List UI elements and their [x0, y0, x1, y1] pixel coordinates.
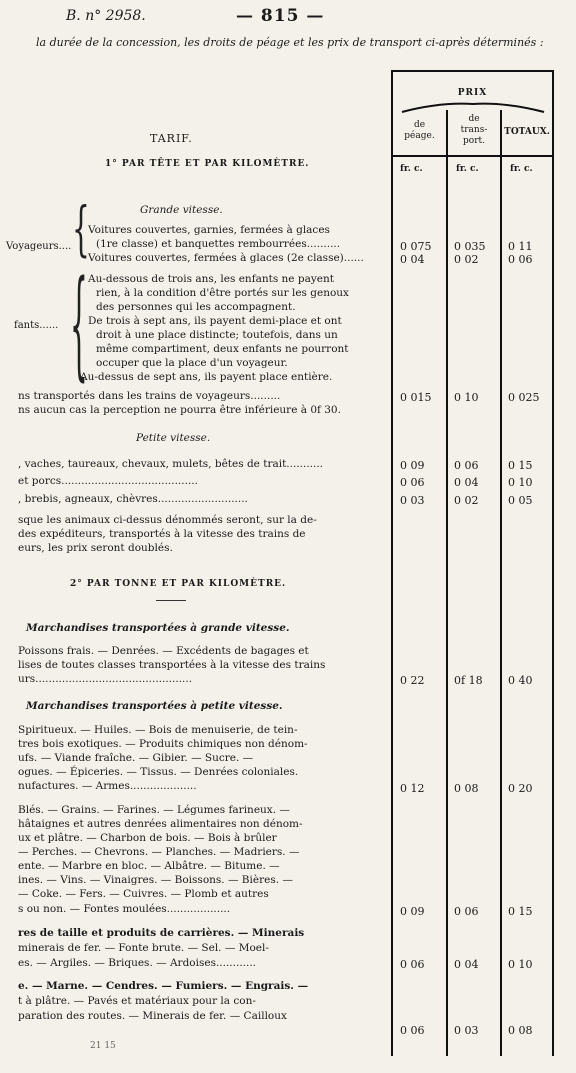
section-2-rule — [156, 600, 186, 601]
classe1-line-1: Spiritueux. — Huiles. — Bois de menuiserie, de tein- — [18, 724, 298, 736]
intro-text: la durée de la concession, les droits de péage et les prix de transport ci-après déterminés : — [36, 36, 544, 49]
classe4-line-3: paration des routes. — Minerais de fer. — Cailloux — [18, 1010, 287, 1022]
march-grande-line-3: urs............................................... — [18, 673, 193, 685]
enfants-brace: { — [70, 254, 88, 394]
voyageurs-brace: { — [72, 194, 90, 264]
enfants-line-3: des personnes qui les accompagnent. — [96, 301, 296, 313]
classe2-line-7: — Coke. — Fers. — Cuivres. — Plomb et autres — [18, 888, 269, 900]
animaux-note-2: des expéditeurs, transportés à la vitesse des trains de — [18, 528, 306, 540]
chiens-line-2: ns aucun cas la perception ne pourra être inférieure à 0f 30. — [18, 404, 341, 416]
classe4-line-1: e. — Marne. — Cendres. — Fumiers. — Engrais. — — [18, 980, 309, 992]
animaux-line-3: , brebis, agneaux, chèvres........................... — [18, 493, 248, 505]
classe3-line-3: es. — Argiles. — Briques. — Ardoises............ — [18, 957, 257, 969]
footer-fragment: 21 15 — [90, 1041, 116, 1051]
section-2-title: 2° PAR TONNE ET PAR KILOMÈTRE. — [70, 579, 287, 589]
march-grande-heading: Marchandises transportées à grande vitesse. — [26, 622, 290, 634]
classe1-line-5: nufactures. — Armes.................... — [18, 780, 197, 792]
peage-heading: de péage. — [404, 120, 435, 141]
petite-vitesse-heading: Petite vitesse. — [136, 432, 211, 444]
classe2-line-4: — Perches. — Chevrons. — Planches. — Madriers. — — [18, 846, 300, 858]
voyageurs-line-2: (1re classe) et banquettes rembourrées.......... — [96, 238, 341, 250]
section-1-title: 1° PAR TÊTE ET PAR KILOMÈTRE. — [105, 159, 310, 169]
unit-peage: fr. c. — [400, 164, 423, 174]
prix-brace — [400, 100, 546, 114]
classe2-line-6: ines. — Vins. — Vinaigres. — Boissons. — Bières. — — [18, 874, 293, 886]
classe2-line-3: ux et plâtre. — Charbon de bois. — Bois à brûler — [18, 832, 277, 844]
prix-heading: PRIX — [457, 88, 488, 98]
chiens-line-1: ns transportés dans les trains de voyageurs......... — [18, 390, 281, 402]
classe3-line-2: minerais de fer. — Fonte brute. — Sel. — Moel- — [18, 942, 269, 954]
enfants-label: fants...... — [14, 320, 59, 331]
totaux-heading: TOTAUX. — [504, 127, 550, 137]
grande-vitesse-heading: Grande vitesse. — [140, 204, 223, 216]
enfants-line-2: rien, à la condition d'être portés sur les genoux — [96, 287, 349, 299]
march-grande-line-1: Poissons frais. — Denrées. — Excédents de bagages et — [18, 645, 309, 657]
classe2-line-2: hâtaignes et autres denrées alimentaires non dénom- — [18, 818, 303, 830]
voyageurs-line-3: Voitures couvertes, fermées à glaces (2e classe)...... — [88, 252, 364, 264]
classe1-line-3: ufs. — Viande fraîche. — Gibier. — Sucre. — — [18, 752, 254, 764]
march-petite-heading: Marchandises transportées à petite vitesse. — [26, 700, 283, 712]
classe3-line-1: res de taille et produits de carrières. — Minerais — [18, 927, 305, 939]
enfants-line-6: même compartiment, deux enfants ne pourront — [96, 343, 349, 355]
enfants-line-4: De trois à sept ans, ils payent demi-place et ont — [88, 315, 342, 327]
table-border-left — [391, 70, 393, 1056]
column-divider-1 — [446, 110, 448, 1056]
animaux-note-1: sque les animaux ci-dessus dénommés seront, sur la de- — [18, 514, 317, 526]
enfants-line-8: Au-dessus de sept ans, ils payent place entière. — [80, 371, 333, 383]
voyageurs-line-1: Voitures couvertes, garnies, fermées à glaces — [88, 224, 330, 236]
animaux-line-1: , vaches, taureaux, chevaux, mulets, bêtes de trait........... — [18, 458, 324, 470]
table-head-rule — [391, 155, 554, 157]
classe2-line-5: ente. — Marbre en bloc. — Albâtre. — Bitume. — — [18, 860, 280, 872]
page-header — [0, 8, 576, 34]
march-grande-line-2: lises de toutes classes transportées à la vitesse des trains — [18, 659, 326, 671]
enfants-line-1: Au-dessous de trois ans, les enfants ne payent — [88, 273, 334, 285]
tarif-title: TARIF. — [150, 132, 193, 145]
page-number: — 815 — — [236, 6, 325, 26]
unit-transport: fr. c. — [456, 164, 479, 174]
table-top-rule — [391, 70, 554, 72]
classe1-line-2: tres bois exotiques. — Produits chimiques non dénom- — [18, 738, 308, 750]
voyageurs-label: Voyageurs.... — [6, 241, 72, 252]
animaux-note-3: eurs, les prix seront doublés. — [18, 542, 173, 554]
classe4-line-2: t à plâtre. — Pavés et matériaux pour la con- — [18, 995, 256, 1007]
unit-total: fr. c. — [510, 164, 533, 174]
bulletin-number: B. n° 2958. — [66, 8, 146, 24]
table-border-right — [552, 70, 554, 1056]
enfants-line-7: occuper que la place d'un voyageur. — [96, 357, 288, 369]
classe2-line-1: Blés. — Grains. — Farines. — Légumes farineux. — — [18, 804, 290, 816]
classe1-line-4: ogues. — Épiceries. — Tissus. — Denrées coloniales. — [18, 766, 299, 778]
column-divider-2 — [500, 110, 502, 1056]
transport-heading: de trans- port. — [460, 114, 488, 146]
animaux-line-2: et porcs......................................... — [18, 475, 198, 487]
enfants-line-5: droit à une place distincte; toutefois, dans un — [96, 329, 338, 341]
classe2-line-8: s ou non. — Fontes moulées................... — [18, 903, 231, 915]
